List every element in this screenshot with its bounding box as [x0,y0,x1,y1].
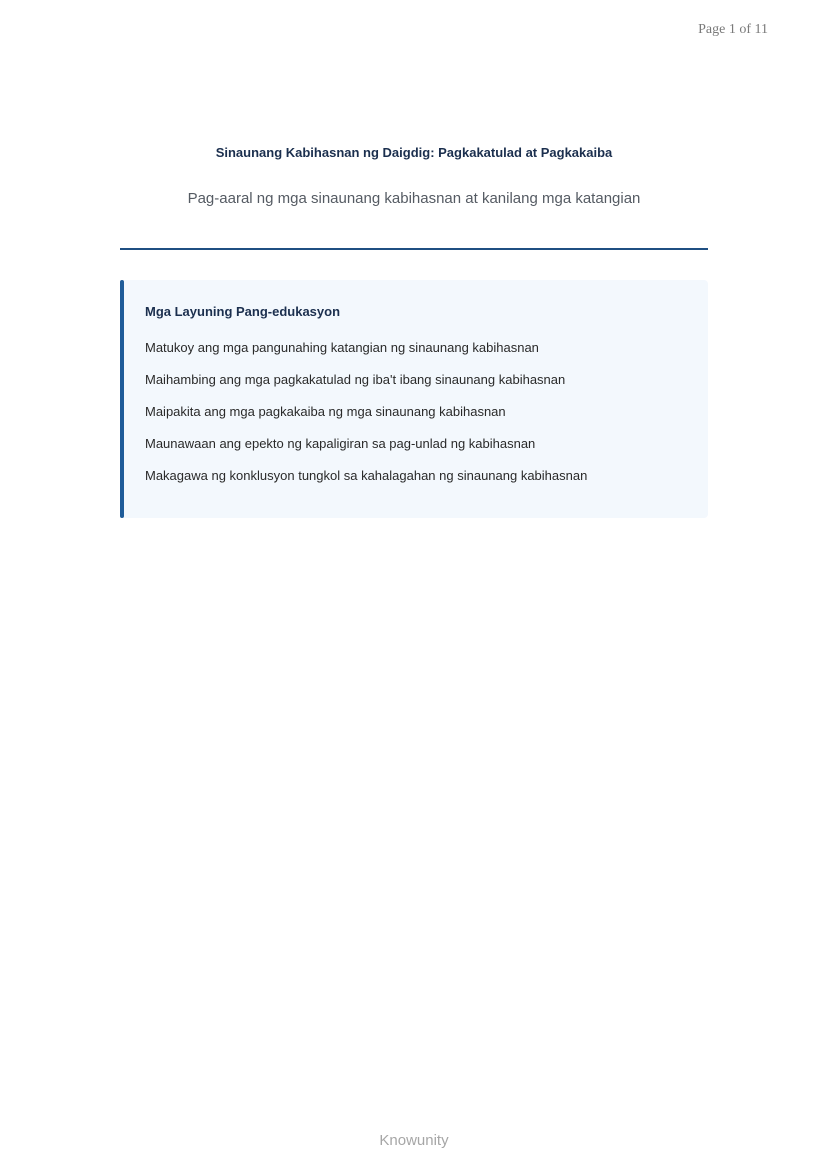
footer-brand: Knowunity [379,1132,449,1149]
objective-item: Matukoy ang mga pangunahing katangian ng sinaunang kabihasnan [145,340,539,355]
page-number: Page 1 of 11 [698,22,768,37]
objectives-box [120,280,708,518]
objectives-list [145,340,587,500]
objectives-heading: Mga Layuning Pang-edukasyon [145,304,341,319]
document-title: Sinaunang Kabihasnan ng Daigdig: Pagkakatulad at Pagkakaiba [215,145,613,160]
title-divider [120,248,708,250]
objective-item: Maihambing ang mga pagkakatulad ng iba't ibang sinaunang kabihasnan [145,372,566,387]
objective-item: Makagawa ng konklusyon tungkol sa kahalagahan ng sinaunang kabihasnan [145,468,588,483]
document-subtitle: Pag-aaral ng mga sinaunang kabihasnan at kanilang mga katangian [187,190,641,207]
objective-item: Maipakita ang mga pagkakaiba ng mga sinaunang kabihasnan [145,404,506,419]
objectives-accent-bar [120,280,124,518]
objective-item: Maunawaan ang epekto ng kapaligiran sa pag-unlad ng kabihasnan [145,436,536,451]
